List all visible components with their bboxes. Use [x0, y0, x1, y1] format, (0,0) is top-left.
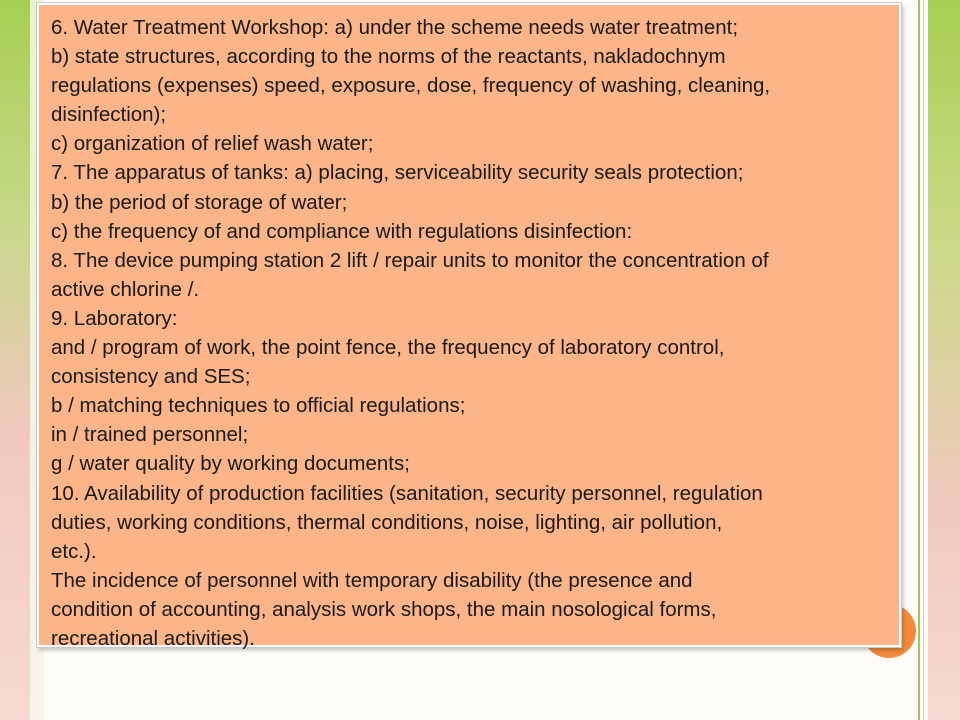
text-line: b) state structures, according to the norms of the reactants, nakladochnym	[51, 45, 726, 69]
text-line: and / program of work, the point fence, the frequency of laboratory control,	[51, 336, 725, 360]
text-line: etc.).	[51, 539, 97, 563]
text-line: 10. Availability of production facilities (sanitation, security personnel, regulation	[51, 481, 763, 505]
slide-text-box	[37, 3, 901, 650]
text-line: recreational activities).	[51, 626, 255, 650]
text-line: consistency and SES;	[51, 365, 251, 389]
text-line: c) organization of relief wash water;	[51, 132, 374, 156]
right-decorative-line	[918, 0, 920, 720]
text-line: b / matching techniques to official regulations;	[51, 394, 466, 418]
text-line: b) the period of storage of water;	[51, 190, 348, 214]
text-line: 6. Water Treatment Workshop: a) under the scheme needs water treatment;	[51, 16, 739, 39]
text-line: disinfection);	[51, 103, 167, 127]
text-line: c) the frequency of and compliance with regulations disinfection:	[51, 219, 633, 243]
right-decorative-line-thin	[923, 0, 924, 720]
text-line: g / water quality by working documents;	[51, 452, 410, 476]
text-line: 9. Laboratory:	[51, 306, 178, 330]
right-decorative-band	[928, 0, 960, 720]
text-line: in / trained personnel;	[51, 423, 249, 447]
text-line: The incidence of personnel with temporary disability (the presence and	[51, 568, 693, 592]
text-line: regulations (expenses) speed, exposure, dose, frequency of washing, cleaning,	[51, 74, 771, 98]
text-line: 8. The device pumping station 2 lift / repair units to monitor the concentration of	[51, 248, 769, 272]
text-line: 7. The apparatus of tanks: a) placing, serviceability security seals protection;	[51, 161, 744, 185]
text-line: condition of accounting, analysis work shops, the main nosological forms,	[51, 597, 717, 621]
text-line: duties, working conditions, thermal conditions, noise, lighting, air pollution,	[51, 510, 723, 534]
text-line: active chlorine /.	[51, 277, 200, 301]
